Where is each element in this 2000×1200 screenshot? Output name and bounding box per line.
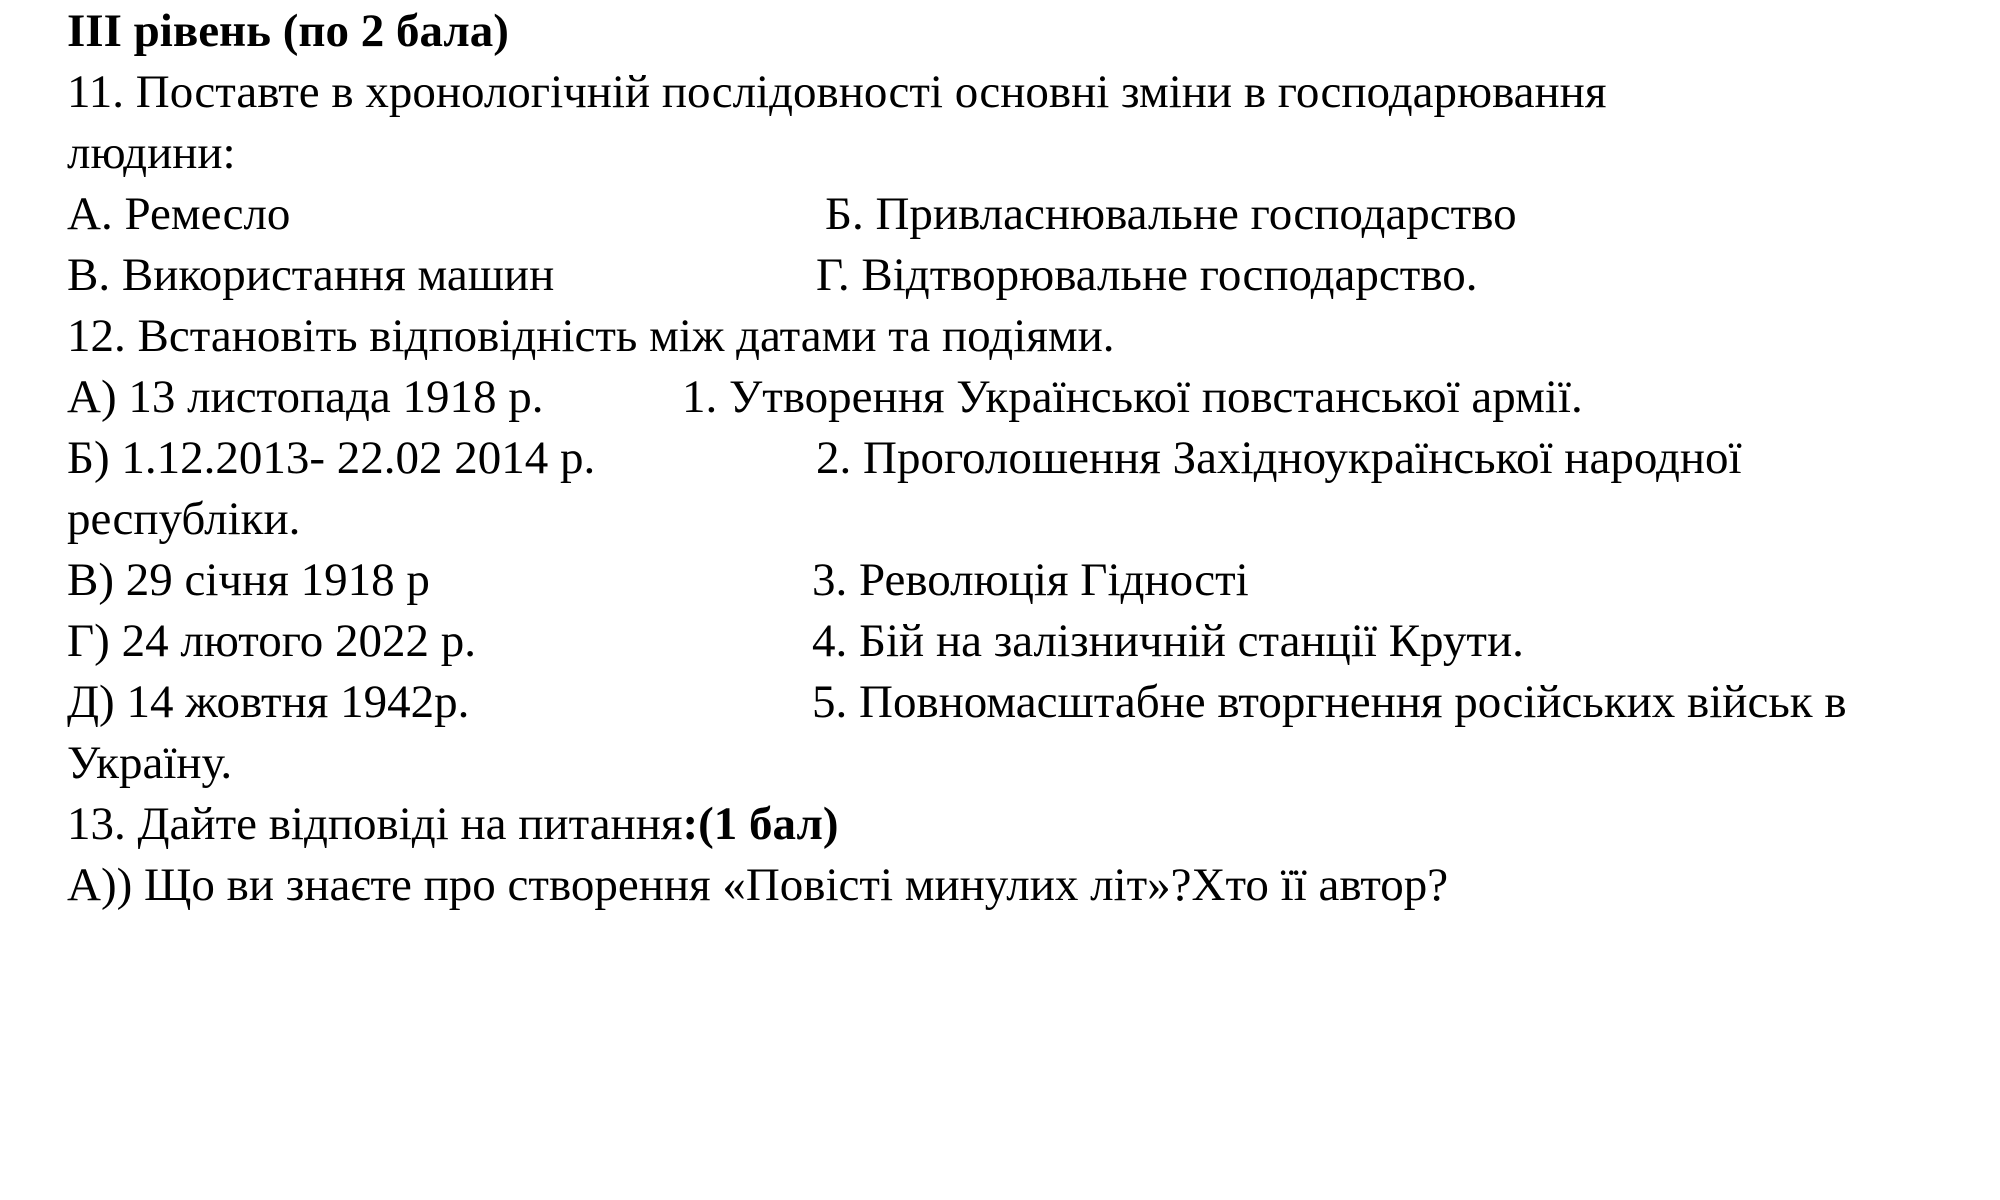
q11-option-b: Б. Привласнювальне господарство bbox=[825, 188, 1517, 240]
q12-event-3: 3. Революція Гідності bbox=[812, 554, 1249, 606]
q12-date-v: В) 29 січня 1918 р bbox=[67, 554, 430, 606]
q11-option-a: А. Ремесло bbox=[67, 188, 291, 240]
level-heading: III рівень (по 2 бала) bbox=[67, 5, 509, 57]
q11-option-v: В. Використання машин bbox=[67, 249, 555, 301]
q12-date-b: Б) 1.12.2013- 22.02 2014 р. bbox=[67, 432, 596, 484]
q12-event-2: 2. Проголошення Західноукраїнської народної bbox=[816, 432, 1742, 484]
q12-event-5-cont: Україну. bbox=[67, 737, 233, 789]
q11-option-g: Г. Відтворювальне господарство. bbox=[816, 249, 1478, 301]
q12-event-1: 1. Утворення Української повстанської армії. bbox=[682, 371, 1583, 423]
q12-event-4: 4. Бій на залізничній станції Крути. bbox=[812, 615, 1524, 667]
question-13-title bbox=[67, 793, 838, 855]
question-11-text: 11. Поставте в хронологічній послідовності основні зміни в господарювання bbox=[67, 66, 1607, 118]
q12-event-2-cont: республіки. bbox=[67, 493, 301, 545]
question-12-title: 12. Встановіть відповідність між датами та подіями. bbox=[67, 310, 1115, 362]
question-11-text-cont: людини: bbox=[67, 127, 236, 179]
q12-date-a: А) 13 листопада 1918 р. bbox=[67, 371, 544, 423]
q12-date-g: Г) 24 лютого 2022 р. bbox=[67, 615, 477, 667]
question-13-points: :(1 бал) bbox=[682, 798, 839, 850]
question-13-text: 13. Дайте відповіді на питання bbox=[67, 798, 683, 850]
q13-question-a: А)) Що ви знаєте про створення «Повісті минулих літ»?Хто її автор? bbox=[67, 859, 1449, 911]
q12-event-5: 5. Повномасштабне вторгнення російських військ в bbox=[812, 676, 1847, 728]
q12-date-d: Д) 14 жовтня 1942р. bbox=[67, 676, 470, 728]
